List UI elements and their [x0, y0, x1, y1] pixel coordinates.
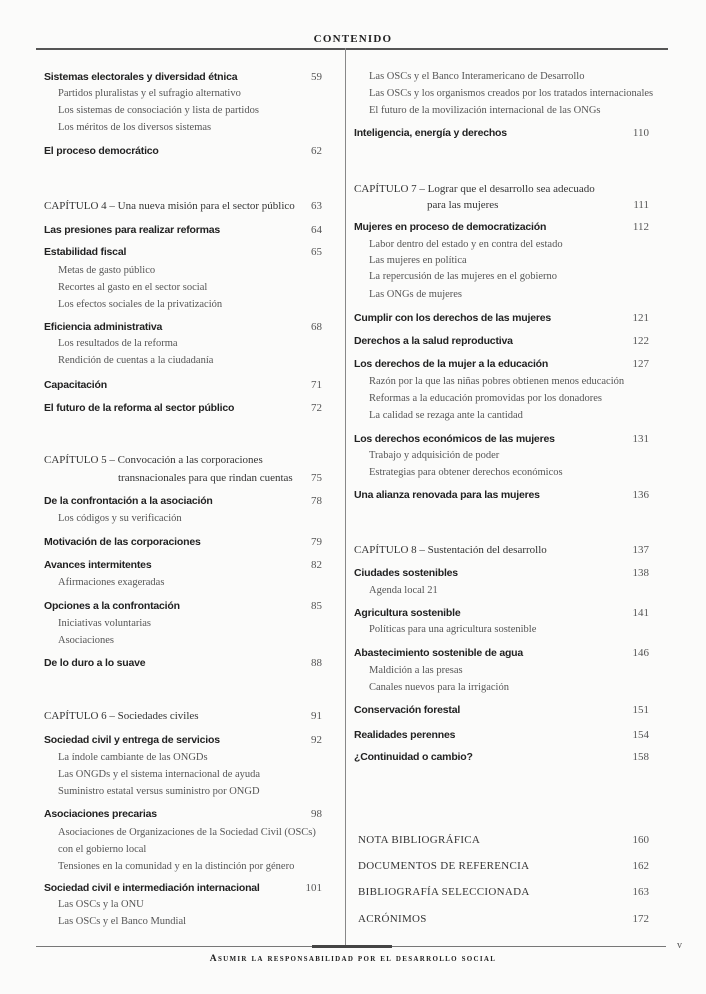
toc-page-number: 101 — [305, 882, 322, 894]
toc-chapter: CAPÍTULO 6 – Sociedades civiles — [44, 710, 199, 722]
toc-subsection: Estrategias para obtener derechos económicos — [369, 467, 563, 478]
toc-page-number: 127 — [632, 358, 649, 370]
toc-subsection: Políticas para una agricultura sostenible — [369, 624, 537, 635]
toc-page-number: 163 — [632, 886, 649, 898]
toc-subsection: Labor dentro del estado y en contra del estado — [369, 239, 563, 250]
toc-subsection: Las OSCs y el Banco Interamericano de Desarrollo — [369, 71, 585, 82]
toc-subsection: Trabajo y adquisición de poder — [369, 450, 500, 461]
toc-page-number: 59 — [311, 71, 322, 83]
toc-section: De lo duro a lo suave — [44, 657, 146, 669]
toc-backmatter: BIBLIOGRAFÍA SELECCIONADA — [358, 886, 530, 898]
toc-section: Los derechos de la mujer a la educación — [354, 358, 549, 370]
toc-subsection: Las OSCs y la ONU — [58, 899, 144, 910]
toc-page-number: 92 — [311, 734, 322, 746]
toc-subsection: Partidos pluralistas y el sufragio alternativo — [58, 88, 241, 99]
toc-page-number: 121 — [632, 312, 649, 324]
toc-section: Opciones a la confrontación — [44, 600, 180, 612]
toc-subsection: Iniciativas voluntarias — [58, 618, 152, 629]
toc-section: Inteligencia, energía y derechos — [354, 127, 507, 139]
toc-section: El proceso democrático — [44, 145, 159, 157]
toc-page-number: 146 — [632, 647, 649, 659]
toc-section: Mujeres en proceso de democratización — [354, 221, 547, 233]
toc-chapter-continued: transnacionales para que rindan cuentas — [118, 472, 293, 484]
toc-chapter: CAPÍTULO 8 – Sustentación del desarrollo — [354, 544, 547, 556]
toc-page-number: 72 — [311, 402, 322, 414]
toc-page-number: 131 — [632, 433, 649, 445]
toc-page-number: 63 — [311, 200, 322, 212]
toc-section: Capacitación — [44, 379, 107, 391]
header-rule — [36, 48, 668, 50]
toc-section: Eficiencia administrativa — [44, 321, 163, 333]
toc-section: El futuro de la reforma al sector público — [44, 402, 235, 414]
toc-subsection: Tensiones en la comunidad y en la distinción por género — [58, 861, 295, 872]
toc-subsection: Los efectos sociales de la privatización — [58, 299, 223, 310]
toc-subsection: con el gobierno local — [58, 844, 147, 855]
toc-page-number: 162 — [632, 860, 649, 872]
toc-section: Motivación de las corporaciones — [44, 536, 201, 548]
toc-section: Realidades perennes — [354, 729, 456, 741]
toc-page-number: 137 — [632, 544, 649, 556]
toc-section: Las presiones para realizar reformas — [44, 224, 221, 236]
toc-section: Conservación forestal — [354, 704, 461, 716]
toc-page-number: 82 — [311, 559, 322, 571]
toc-section: Asociaciones precarias — [44, 808, 157, 820]
running-footer-title: Asumir la responsabilidad por el desarrollo social — [209, 954, 497, 964]
page-header-title: CONTENIDO — [313, 33, 393, 45]
toc-subsection: Los resultados de la reforma — [58, 338, 178, 349]
toc-page-number: 158 — [632, 751, 649, 763]
toc-subsection: Metas de gasto público — [58, 265, 156, 276]
toc-page-number: 88 — [311, 657, 322, 669]
toc-page-number: 65 — [311, 246, 322, 258]
toc-section: Agricultura sostenible — [354, 607, 461, 619]
toc-page-number: 79 — [311, 536, 322, 548]
column-divider — [345, 48, 346, 946]
toc-subsection: Canales nuevos para la irrigación — [369, 682, 509, 693]
toc-subsection: Los méritos de los diversos sistemas — [58, 122, 212, 133]
toc-section: Una alianza renovada para las mujeres — [354, 489, 540, 501]
toc-subsection: Reformas a la educación promovidas por los donadores — [369, 393, 602, 404]
toc-subsection: Las ONGDs y el sistema internacional de ayuda — [58, 769, 261, 780]
toc-subsection: Razón por la que las niñas pobres obtienen menos educación — [369, 376, 625, 387]
toc-backmatter: ACRÓNIMOS — [358, 913, 427, 925]
toc-subsection: Asociaciones de Organizaciones de la Sociedad Civil (OSCs) — [58, 827, 316, 838]
toc-chapter: CAPÍTULO 4 – Una nueva misión para el sector público — [44, 200, 295, 212]
toc-subsection: Agenda local 21 — [369, 585, 438, 596]
toc-chapter-continued: para las mujeres — [427, 199, 499, 211]
footer-rule-accent — [312, 945, 392, 948]
toc-subsection: Las mujeres en política — [369, 255, 467, 266]
toc-page-number: 91 — [311, 710, 322, 722]
toc-page-number: 68 — [311, 321, 322, 333]
toc-page-number: 78 — [311, 495, 322, 507]
toc-page-number: 154 — [632, 729, 649, 741]
toc-page-number: 122 — [632, 335, 649, 347]
toc-subsection: Las OSCs y los organismos creados por los tratados internacionales — [369, 88, 654, 99]
toc-subsection: Asociaciones — [58, 635, 114, 646]
toc-subsection: Rendición de cuentas a la ciudadanía — [58, 355, 214, 366]
toc-section: Estabilidad fiscal — [44, 246, 127, 258]
toc-backmatter: DOCUMENTOS DE REFERENCIA — [358, 860, 530, 872]
toc-section: Abastecimiento sostenible de agua — [354, 647, 524, 659]
toc-subsection: La repercusión de las mujeres en el gobierno — [369, 271, 558, 282]
toc-page-number: 141 — [632, 607, 649, 619]
toc-page-number: 85 — [311, 600, 322, 612]
toc-section: Sociedad civil e intermediación internacional — [44, 882, 260, 894]
toc-section: Sistemas electorales y diversidad étnica — [44, 71, 238, 83]
toc-section: Sociedad civil y entrega de servicios — [44, 734, 220, 746]
toc-page-number: 111 — [633, 199, 649, 211]
toc-section: De la confrontación a la asociación — [44, 495, 213, 507]
toc-section: Avances intermitentes — [44, 559, 152, 571]
toc-subsection: Los códigos y su verificación — [58, 513, 182, 524]
toc-section: Ciudades sostenibles — [354, 567, 458, 579]
toc-subsection: La calidad se rezaga ante la cantidad — [369, 410, 523, 421]
page-number: v — [677, 940, 682, 951]
toc-subsection: Maldición a las presas — [369, 665, 463, 676]
toc-page-number: 160 — [632, 834, 649, 846]
toc-page-number: 75 — [311, 472, 322, 484]
toc-page-number: 64 — [311, 224, 322, 236]
toc-subsection: La índole cambiante de las ONGDs — [58, 752, 208, 763]
toc-section: Los derechos económicos de las mujeres — [354, 433, 555, 445]
toc-chapter: CAPÍTULO 5 – Convocación a las corporaciones — [44, 454, 263, 466]
toc-section: Cumplir con los derechos de las mujeres — [354, 312, 552, 324]
toc-subsection: Suministro estatal versus suministro por ONGD — [58, 786, 260, 797]
toc-backmatter: NOTA BIBLIOGRÁFICA — [358, 834, 481, 846]
toc-chapter: CAPÍTULO 7 – Lograr que el desarrollo sea adecuado — [354, 183, 595, 195]
toc-page-number: 112 — [632, 221, 649, 233]
toc-subsection: Recortes al gasto en el sector social — [58, 282, 208, 293]
toc-subsection: Afirmaciones exageradas — [58, 577, 165, 588]
toc-section: ¿Continuidad o cambio? — [354, 751, 473, 763]
toc-subsection: El futuro de la movilización internacional de las ONGs — [369, 105, 601, 116]
toc-subsection: Las ONGs de mujeres — [369, 289, 463, 300]
toc-page-number: 98 — [311, 808, 322, 820]
toc-page-number: 172 — [632, 913, 649, 925]
toc-subsection: Las OSCs y el Banco Mundial — [58, 916, 187, 927]
toc-page-number: 62 — [311, 145, 322, 157]
toc-subsection: Los sistemas de consociación y lista de partidos — [58, 105, 259, 116]
toc-page-number: 151 — [632, 704, 649, 716]
toc-page-number: 138 — [632, 567, 649, 579]
toc-section: Derechos a la salud reproductiva — [354, 335, 513, 347]
toc-page-number: 136 — [632, 489, 649, 501]
toc-page-number: 110 — [632, 127, 649, 139]
toc-page-number: 71 — [311, 379, 322, 391]
